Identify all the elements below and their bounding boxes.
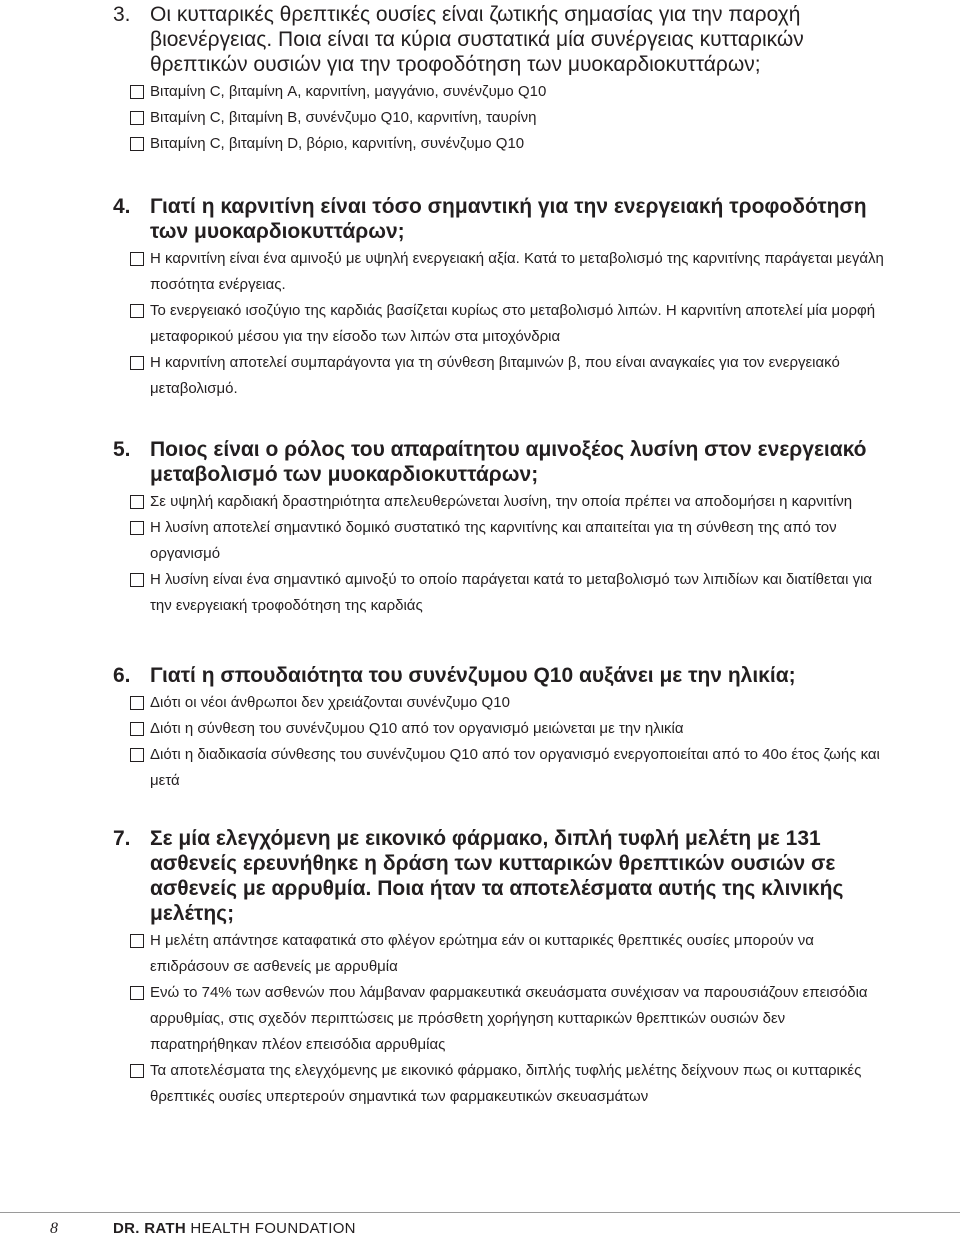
question-heading — [113, 663, 893, 688]
answer-option[interactable] — [130, 980, 893, 1058]
answer-option-text: Διότι η σύνθεση του συνένζυμου Q10 από τον οργανισμό μειώνεται με την ηλικία — [150, 720, 684, 737]
checkbox[interactable] — [130, 111, 144, 125]
answer-option-text: Η καρνιτίνη είναι ένα αμινοξύ με υψηλή ενεργειακή αξία. Κατά το μεταβολισμό της καρνιτίνης παράγεται μεγάλη ποσότητα ενέργειας. — [150, 250, 884, 293]
answer-options — [130, 246, 893, 402]
checkbox[interactable] — [130, 85, 144, 99]
page-number: 8 — [50, 1220, 58, 1237]
answer-option-text: Ενώ το 74% των ασθενών που λάμβαναν φαρμακευτικά σκευάσματα συνέχισαν να παρουσιάζουν επεισόδια αρρυθμίας, στις σχεδόν περιπτώσεις με πρόσθετη χορήγηση κυτταρικών θρεπτικών ουσιών δεν παρατηρήθηκαν πλέον επεισόδια αρρυθμίας — [150, 984, 868, 1053]
checkbox[interactable] — [130, 1064, 144, 1078]
checkbox[interactable] — [130, 137, 144, 151]
checkbox[interactable] — [130, 748, 144, 762]
answer-option-text: Η λυσίνη είναι ένα σημαντικό αμινοξύ το οποίο παράγεται κατά το μεταβολισμό των λιπιδίων και διατίθεται για την ενεργειακή τροφοδότηση της καρδιάς — [150, 571, 873, 614]
question-number: 3. — [113, 3, 131, 26]
question-3 — [113, 2, 893, 157]
checkbox[interactable] — [130, 521, 144, 535]
footer-brand — [113, 1220, 356, 1237]
checkbox[interactable] — [130, 495, 144, 509]
question-heading — [113, 2, 893, 77]
answer-option[interactable] — [130, 515, 893, 567]
answer-option-text: Τα αποτελέσματα της ελεγχόμενης με εικονικό φάρμακο, διπλής τυφλής μελέτης δείχνουν πως οι κυτταρικές θρεπτικές ουσίες υπερτερούν σημαντικά των φαρμακευτικών σκευασμάτων — [150, 1062, 862, 1105]
question-text: Οι κυτταρικές θρεπτικές ουσίες είναι ζωτικής σημασίας για την παροχή βιοενέργειας. Ποια είναι τα κύρια συστατικά μία συνέργειας κυτταρικών θρεπτικών ουσιών για την τροφοδότηση των μυοκαρδιοκυττάρων; — [150, 3, 804, 76]
checkbox[interactable] — [130, 252, 144, 266]
answer-option[interactable] — [130, 489, 893, 515]
question-text: Ποιος είναι ο ρόλος του απαραίτητου αμινοξέος λυσίνη στον ενεργειακό μεταβολισμό των μυοκαρδιοκυττάρων; — [150, 438, 867, 486]
answer-option[interactable] — [130, 246, 893, 298]
footer-brand-rest: HEALTH FOUNDATION — [185, 1220, 356, 1237]
question-text: Γιατί η σπουδαιότητα του συνένζυμου Q10 αυξάνει με την ηλικία; — [150, 664, 796, 687]
answer-option[interactable] — [130, 716, 893, 742]
checkbox[interactable] — [130, 696, 144, 710]
answer-option-text: Η λυσίνη αποτελεί σημαντικό δομικό συστατικό της καρνιτίνης και απαιτείται για τη σύνθεση της από τον οργανισμό — [150, 519, 837, 562]
checkbox[interactable] — [130, 356, 144, 370]
checkbox[interactable] — [130, 934, 144, 948]
answer-option-text: Το ενεργειακό ισοζύγιο της καρδιάς βασίζεται κυρίως στο μεταβολισμό λιπών. Η καρνιτίνη αποτελεί μία μορφή μεταφορικού μέσου για την είσοδο των λιπών στα μιτοχόνδρια — [150, 302, 876, 345]
answer-options — [130, 690, 893, 794]
answer-option-text: Βιταμίνη C, βιταμίνη A, καρνιτίνη, μαγγάνιο, συνένζυμο Q10 — [150, 83, 547, 100]
question-4 — [113, 194, 893, 402]
answer-option-text: Βιταμίνη C, βιταμίνη B, συνένζυμο Q10, καρνιτίνη, ταυρίνη — [150, 109, 537, 126]
answer-option[interactable] — [130, 928, 893, 980]
question-5 — [113, 437, 893, 619]
question-heading — [113, 194, 893, 244]
question-text: Σε μία ελεγχόμενη με εικονικό φάρμακο, διπλή τυφλή μελέτη με 131 ασθενείς ερευνήθηκε η δράση των κυτταρικών θρεπτικών ουσιών σε ασθενείς με αρρυθμία. Ποια ήταν τα αποτελέσματα αυτής της κλινικής μελέτης; — [150, 827, 844, 925]
answer-option-text: Σε υψηλή καρδιακή δραστηριότητα απελευθερώνεται λυσίνη, την οποία πρέπει να αποδομήσει η καρνιτίνη — [150, 493, 853, 510]
question-text: Γιατί η καρνιτίνη είναι τόσο σημαντική για την ενεργειακή τροφοδότηση των μυοκαρδιοκυττάρων; — [150, 195, 867, 243]
answer-option-text: Διότι η διαδικασία σύνθεσης του συνένζυμου Q10 από τον οργανισμό ενεργοποιείται από το 40ο έτος ζωής και μετά — [150, 746, 880, 789]
answer-option[interactable] — [130, 131, 893, 157]
checkbox[interactable] — [130, 986, 144, 1000]
answer-option[interactable] — [130, 742, 893, 794]
answer-option-text: Η καρνιτίνη αποτελεί συμπαράγοντα για τη σύνθεση βιταμινών β, που είναι αναγκαίες για τον ενεργειακό μεταβολισμό. — [150, 354, 840, 397]
answer-option-text: Διότι οι νέοι άνθρωποι δεν χρειάζονται συνένζυμο Q10 — [150, 694, 510, 711]
answer-option[interactable] — [130, 105, 893, 131]
answer-option[interactable] — [130, 298, 893, 350]
question-number: 4. — [113, 195, 131, 218]
answer-option-text: Η μελέτη απάντησε καταφατικά στο φλέγον ερώτημα εάν οι κυτταρικές θρεπτικές ουσίες μπορούν να επιδράσουν σε ασθενείς με αρρυθμία — [150, 932, 814, 975]
question-7 — [113, 826, 893, 1110]
footer-brand-bold: DR. RATH — [113, 1220, 186, 1237]
answer-options — [130, 79, 893, 157]
answer-option[interactable] — [130, 1058, 893, 1110]
answer-option-text: Βιταμίνη C, βιταμίνη D, βόριο, καρνιτίνη, συνένζυμο Q10 — [150, 135, 525, 152]
checkbox[interactable] — [130, 722, 144, 736]
question-6 — [113, 663, 893, 794]
answer-option[interactable] — [130, 79, 893, 105]
checkbox[interactable] — [130, 573, 144, 587]
checkbox[interactable] — [130, 304, 144, 318]
answer-options — [130, 928, 893, 1110]
question-number: 5. — [113, 438, 131, 461]
question-heading — [113, 826, 893, 926]
footer-divider — [0, 1212, 960, 1213]
answer-option[interactable] — [130, 567, 893, 619]
question-number: 7. — [113, 827, 131, 850]
question-number: 6. — [113, 664, 131, 687]
answer-options — [130, 489, 893, 619]
answer-option[interactable] — [130, 690, 893, 716]
question-heading — [113, 437, 893, 487]
answer-option[interactable] — [130, 350, 893, 402]
